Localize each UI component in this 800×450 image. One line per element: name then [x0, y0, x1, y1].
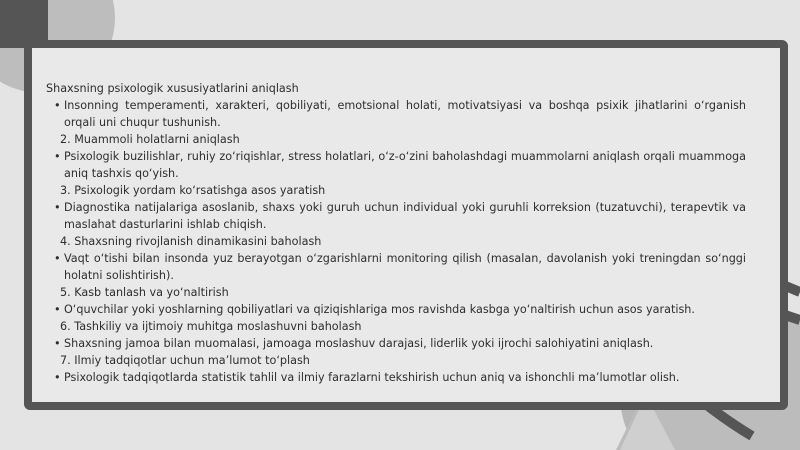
- section-7-bullet: • Psixologik tadqiqotlarda statistik tahlil va ilmiy farazlarni tekshirish uchun aniq va ishonchli ma’lumotlar olish.: [46, 369, 746, 386]
- section-7-heading: [46, 352, 746, 369]
- section-3-bullet: • Diagnostika natijalariga asoslanib, shaxs yoki guruh uchun individual yoki guruhli korreksion (tuzatuvchi), terapevtik va maslahat dasturlarini ishlab chiqish.: [46, 199, 746, 233]
- section-2-heading: [46, 131, 746, 148]
- section-3-heading: [46, 182, 746, 199]
- slide-content: [46, 80, 746, 386]
- section-5-bullet: • O‘quvchilar yoki yoshlarning qobiliyatlari va qiziqishlariga mos ravishda kasbga yo‘naltirish uchun asos yaratish.: [46, 301, 746, 318]
- section-6-heading: [46, 318, 746, 335]
- first-heading: Shaxsning psixologik xususiyatlarini aniqlash: [46, 82, 299, 95]
- section-4-title: 4. Shaxsning rivojlanish dinamikasini baholash: [60, 235, 322, 248]
- section-3-title: 3. Psixologik yordam ko‘rsatishga asos yaratish: [60, 184, 326, 197]
- section-7-title: 7. Ilmiy tadqiqotlar uchun ma’lumot to‘plash: [60, 354, 310, 367]
- section-4-heading: [46, 233, 746, 250]
- section-1-bullet: • Insonning temperamenti, xarakteri, qobiliyati, emotsional holati, motivatsiyasi va boshqa psixik jihatlarini o‘rganish orqali uni chuqur tushunish.: [46, 97, 746, 131]
- section-2-title: 2. Muammoli holatlarni aniqlash: [60, 133, 240, 146]
- section-5-heading: [46, 284, 746, 301]
- section-2-bullet: • Psixologik buzilishlar, ruhiy zo‘riqishlar, stress holatlari, o‘z-o‘zini baholashdagi muammolarni aniqlash orqali muammoga aniq tashxis qo‘yish.: [46, 148, 746, 182]
- section-6-bullet: • Shaxsning jamoa bilan muomalasi, jamoaga moslashuv darajasi, liderlik yoki ijrochi salohiyatini aniqlash.: [46, 335, 746, 352]
- section-6-title: 6. Tashkiliy va ijtimoiy muhitga moslashuvni baholash: [60, 320, 362, 333]
- section-5-title: 5. Kasb tanlash va yo‘naltirish: [60, 286, 229, 299]
- section-4-bullet: • Vaqt o‘tishi bilan insonda yuz berayotgan o‘zgarishlarni monitoring qilish (masalan, davolanish yoki treningdan so‘nggi holatni solishtirish).: [46, 250, 746, 284]
